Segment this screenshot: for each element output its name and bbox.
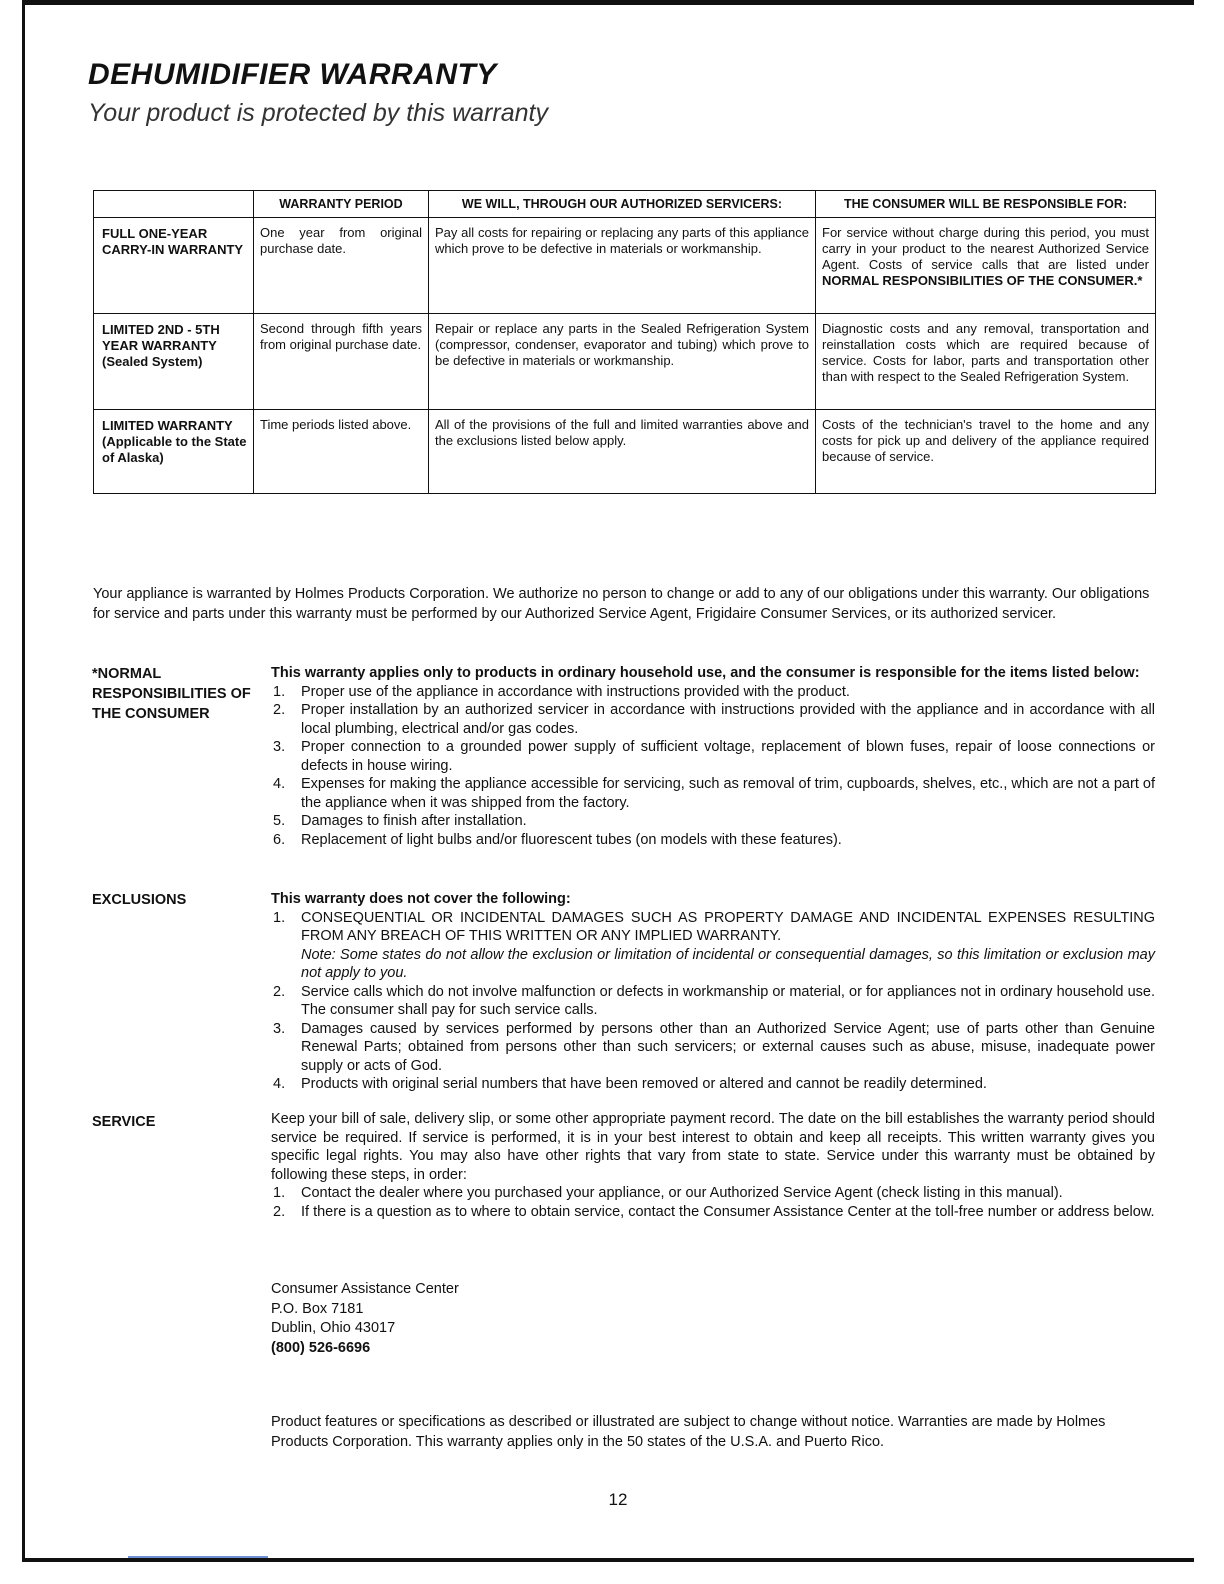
address-line: Dublin, Ohio 43017	[271, 1320, 396, 1336]
table-header-we-will: WE WILL, THROUGH OUR AUTHORIZED SERVICERS:	[429, 191, 816, 218]
service-label: SERVICE	[92, 1114, 156, 1130]
list-item	[271, 738, 1155, 775]
list-item-text: Proper use of the appliance in accordance with instructions provided with the product.	[301, 683, 850, 700]
list-item-number: 3.	[273, 1020, 286, 1037]
phone-number: (800) 526-6696	[271, 1339, 371, 1356]
page-title: DEHUMIDIFIER WARRANTY	[88, 58, 497, 91]
list-item-number: 4.	[273, 1076, 286, 1092]
address-line: Consumer Assistance Center	[271, 1281, 459, 1297]
list-item-text: CONSEQUENTIAL OR INCIDENTAL DAMAGES SUCH AS PROPERTY DAMAGE AND INCIDENTAL EXPENSES RESULTING FROM ANY BREACH OF THIS WRITTEN OR ANY IMPLIED WARRANTY.	[301, 909, 1155, 944]
list-item-number: 6.	[273, 831, 286, 848]
table-header-row	[94, 191, 1156, 218]
intro-paragraph: Your appliance is warranted by Holmes Products Corporation. We authorize no person to change or add to any of our obligations under this warranty. Our obligations for service and parts under this warranty must be performed by our Authorized Service Agent, Frigidaire Consumer Services, or its authorized servicer.	[93, 586, 1150, 622]
left-border-rule	[22, 0, 25, 1562]
list-item-text: Damages caused by services performed by persons other than an Authorized Service Agent; use of parts other than Genuine Renewal Parts; obtained from persons other than such servicers; or external causes such as abuse, misuse, inadequate power supply or acts of God.	[301, 1020, 1155, 1074]
consumer-text-bold: NORMAL RESPONSIBILITIES OF THE CONSUMER.*	[822, 273, 1143, 288]
exclusions-label: EXCLUSIONS	[92, 892, 187, 908]
consumer-text: For service without charge during this period, you must carry in your product to the nearest Authorized Service Agent. Costs of service calls that are listed under	[822, 225, 1149, 272]
list-item	[271, 831, 1155, 850]
warranty-table	[93, 190, 1156, 494]
footer-note: Product features or specifications as described or illustrated are subject to change without notice. Warranties are made by Holmes Products Corporation. This warranty applies only in the 50 states of the U.S.A. and Puerto Rico.	[271, 1414, 1106, 1450]
list-item-number: 2.	[273, 702, 286, 718]
list-item	[271, 1020, 1155, 1076]
list-item-number: 1.	[273, 1185, 286, 1201]
warranty-period-cell: Second through fifth years from original purchase date.	[254, 314, 429, 410]
list-item-number: 5.	[273, 813, 286, 829]
service-steps-list	[271, 1184, 1155, 1221]
list-item-number: 4.	[273, 776, 286, 792]
table-row	[94, 218, 1156, 314]
normal-responsibilities-section	[271, 664, 1155, 849]
table-row	[94, 314, 1156, 410]
table-row	[94, 410, 1156, 494]
normal-responsibilities-heading: This warranty applies only to products in ordinary household use, and the consumer is responsible for the items listed below:	[271, 665, 1140, 681]
contact-address	[271, 1280, 459, 1358]
top-border-rule	[22, 0, 1194, 5]
list-item	[271, 701, 1155, 738]
list-item-text: Products with original serial numbers that have been removed or altered and cannot be readily determined.	[301, 1076, 987, 1092]
list-item	[271, 983, 1155, 1020]
list-item-text: Service calls which do not involve malfunction or defects in workmanship or material, or for appliances not in ordinary household use. The consumer shall pay for such service calls.	[301, 983, 1155, 1018]
warranty-type-cell: LIMITED WARRANTY (Applicable to the State of Alaska)	[94, 410, 254, 494]
exclusions-heading: This warranty does not cover the following:	[271, 891, 571, 907]
page-subtitle: Your product is protected by this warranty	[88, 99, 548, 127]
page-number: 12	[608, 1490, 628, 1509]
list-item	[271, 1184, 1155, 1203]
list-item	[271, 775, 1155, 812]
table-header-consumer: THE CONSUMER WILL BE RESPONSIBLE FOR:	[816, 191, 1156, 218]
service-section	[271, 1110, 1155, 1221]
scan-mark-line	[128, 1556, 268, 1558]
list-item	[271, 1075, 1155, 1094]
exclusions-section	[271, 890, 1155, 1094]
address-line: P.O. Box 7181	[271, 1300, 364, 1317]
normal-responsibilities-label: *NORMAL RESPONSIBILITIES OF THE CONSUMER	[92, 666, 251, 722]
bottom-border-rule	[22, 1558, 1194, 1562]
normal-responsibilities-list	[271, 683, 1155, 850]
list-item-text: Proper installation by an authorized servicer in accordance with instructions provided with the appliance and in accordance with all local plumbing, electrical and/or gas codes.	[301, 702, 1155, 737]
list-item	[271, 909, 1155, 983]
list-item-text: Proper connection to a grounded power supply of sufficient voltage, replacement of blown fuses, repair of loose connections or defects in house wiring.	[301, 739, 1155, 774]
warranty-period-cell: One year from original purchase date.	[254, 218, 429, 314]
we-will-cell: Repair or replace any parts in the Sealed Refrigeration System (compressor, condenser, evaporator and tubing) which prove to be defective in materials or workmanship.	[429, 314, 816, 410]
list-item-text: Expenses for making the appliance accessible for servicing, such as removal of trim, cupboards, shelves, etc., which are not a part of the appliance when it was shipped from the factory.	[301, 776, 1155, 811]
exclusions-list	[271, 909, 1155, 1094]
consumer-cell: Costs of the technician's travel to the home and any costs for pick up and delivery of the appliance required because of service.	[816, 410, 1156, 494]
warranty-type-cell: LIMITED 2ND - 5TH YEAR WARRANTY (Sealed System)	[94, 314, 254, 410]
consumer-cell: Diagnostic costs and any removal, transportation and reinstallation costs which are required because of service. Costs for labor, parts and transportation other than with respect to the Sealed Refrigeration System.	[816, 314, 1156, 410]
list-item-text: Damages to finish after installation.	[301, 813, 527, 829]
list-item-text: Replacement of light bulbs and/or fluorescent tubes (on models with these features).	[301, 831, 842, 848]
exclusion-note: Note: Some states do not allow the exclusion or limitation of incidental or consequential damages, so this limitation or exclusion may not apply to you.	[301, 946, 1155, 981]
list-item-number: 2.	[273, 983, 286, 1000]
table-header-period: WARRANTY PERIOD	[254, 191, 429, 218]
list-item-number: 1.	[273, 909, 286, 926]
we-will-cell: Pay all costs for repairing or replacing any parts of this appliance which prove to be defective in materials or workmanship.	[429, 218, 816, 314]
list-item-number: 1.	[273, 683, 286, 700]
list-item	[271, 812, 1155, 831]
list-item	[271, 1203, 1155, 1222]
service-paragraph: Keep your bill of sale, delivery slip, or some other appropriate payment record. The date on the bill establishes the warranty period should service be required. If service is performed, it is in your best interest to obtain and keep all receipts. This written warranty gives you specific legal rights. You may also have other rights that vary from state to state. Service under this warranty must be obtained by following these steps, in order:	[271, 1111, 1155, 1183]
list-item-number: 2.	[273, 1203, 286, 1220]
we-will-cell: All of the provisions of the full and limited warranties above and the exclusions listed below apply.	[429, 410, 816, 494]
warranty-period-cell: Time periods listed above.	[254, 410, 429, 494]
consumer-cell	[816, 218, 1156, 314]
list-item-text: If there is a question as to where to obtain service, contact the Consumer Assistance Center at the toll-free number or address below.	[301, 1203, 1155, 1220]
warranty-type-cell: FULL ONE-YEAR CARRY-IN WARRANTY	[94, 218, 254, 314]
table-header-blank	[94, 191, 254, 218]
list-item-text: Contact the dealer where you purchased your appliance, or our Authorized Service Agent (check listing in this manual).	[301, 1185, 1063, 1201]
list-item	[271, 683, 1155, 702]
list-item-number: 3.	[273, 739, 286, 755]
